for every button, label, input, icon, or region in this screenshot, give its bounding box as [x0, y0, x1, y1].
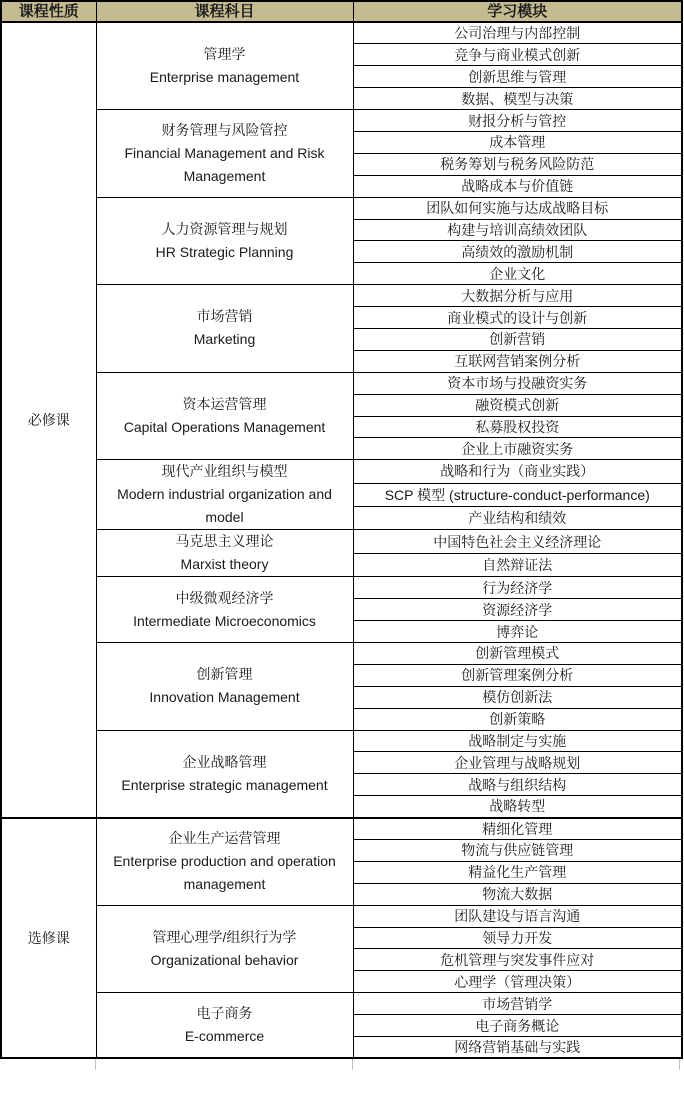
- course-subject-cell: [96, 530, 353, 577]
- bottom-gridline-stubs: [0, 1059, 684, 1071]
- learning-module-cell: 高绩效的激励机制: [353, 241, 682, 263]
- learning-module-cell: 企业文化: [353, 263, 682, 285]
- subject-name-zh: 管理心理学/组织行为学: [152, 928, 297, 945]
- subject-name-en: Intermediate Microeconomics: [133, 612, 316, 629]
- subject-name-en: Marxist theory: [180, 556, 269, 573]
- learning-module-cell: 网络营销基础与实践: [353, 1037, 682, 1059]
- subject-name-zh: 人力资源管理与规划: [161, 220, 288, 237]
- course-subject-cell: [96, 22, 353, 110]
- learning-module-cell: 私募股权投资: [353, 416, 682, 438]
- subject-name-en: Enterprise strategic management: [121, 776, 328, 793]
- course-nature-cell: 选修课: [1, 818, 96, 1059]
- learning-module-cell: 精细化管理: [353, 818, 682, 840]
- subject-name-en: Financial Management and Risk Management: [124, 144, 325, 184]
- gridline-stub: [95, 1059, 96, 1070]
- course-subject-cell: [96, 285, 353, 373]
- learning-module-cell: 资本市场与投融资实务: [353, 372, 682, 394]
- subject-name-zh: 企业战略管理: [182, 753, 267, 770]
- learning-module-cell: 创新策略: [353, 708, 682, 730]
- learning-module-cell: 创新管理案例分析: [353, 664, 682, 686]
- subject-name-en: E-commerce: [184, 1028, 265, 1045]
- table-row: [1, 642, 682, 664]
- subject-name-en: Enterprise production and operation management: [113, 853, 336, 893]
- learning-module-cell: 构建与培训高绩效团队: [353, 219, 682, 241]
- learning-module-cell: 商业模式的设计与创新: [353, 307, 682, 329]
- table-row: [1, 577, 682, 599]
- subject-name-zh: 资本运营管理: [182, 396, 267, 413]
- learning-module-cell: 精益化生产管理: [353, 861, 682, 883]
- course-nature-cell: 必修课: [1, 22, 96, 818]
- learning-module-cell: 竞争与商业模式创新: [353, 44, 682, 66]
- learning-module-cell: 战略和行为（商业实践）: [353, 460, 682, 483]
- subject-name-zh: 马克思主义理论: [175, 533, 274, 550]
- course-subject-cell: [96, 642, 353, 730]
- column-header-course-nature: 课程性质: [1, 1, 96, 22]
- table-row: [1, 372, 682, 394]
- learning-module-cell: 团队如何实施与达成战略目标: [353, 197, 682, 219]
- gridline-stub: [679, 1059, 680, 1070]
- learning-module-cell: 电子商务概论: [353, 1015, 682, 1037]
- learning-module-cell: 企业管理与战略规划: [353, 752, 682, 774]
- table-row: [1, 22, 682, 44]
- subject-name-zh: 创新管理: [196, 666, 253, 683]
- table-row: [1, 818, 682, 840]
- subject-name-zh: 现代产业组织与模型: [161, 463, 288, 480]
- learning-module-cell: 战略成本与价值链: [353, 175, 682, 197]
- table-row: [1, 905, 682, 927]
- course-subject-cell: [96, 993, 353, 1059]
- learning-module-cell: 税务筹划与税务风险防范: [353, 153, 682, 175]
- table-body: [1, 22, 682, 1058]
- column-header-learning-module: 学习模块: [353, 1, 682, 22]
- learning-module-cell: 危机管理与突发事件应对: [353, 949, 682, 971]
- learning-module-cell: 中国特色社会主义经济理论: [353, 530, 682, 554]
- learning-module-cell: 行为经济学: [353, 577, 682, 599]
- course-subject-cell: [96, 730, 353, 818]
- subject-name-en: Marketing: [193, 331, 256, 348]
- subject-name-en: Modern industrial organization and model: [117, 486, 332, 526]
- subject-name-en: HR Strategic Planning: [155, 243, 294, 260]
- table-row: [1, 460, 682, 483]
- subject-name-en: Capital Operations Management: [123, 419, 326, 436]
- learning-module-cell: 战略制定与实施: [353, 730, 682, 752]
- course-subject-cell: [96, 197, 353, 285]
- subject-name-zh: 企业生产运营管理: [168, 830, 281, 847]
- learning-module-cell: 博弈论: [353, 621, 682, 643]
- table-row: [1, 530, 682, 554]
- learning-module-cell: 产业结构和绩效: [353, 506, 682, 529]
- subject-name-zh: 管理学: [203, 46, 246, 63]
- table-row: [1, 993, 682, 1015]
- learning-module-cell: 创新管理模式: [353, 642, 682, 664]
- learning-module-cell: 心理学（管理决策）: [353, 971, 682, 993]
- learning-module-cell: 战略转型: [353, 796, 682, 818]
- table-row: [1, 730, 682, 752]
- learning-module-cell: 创新营销: [353, 328, 682, 350]
- learning-module-cell: 创新思维与管理: [353, 66, 682, 88]
- learning-module-cell: 模仿创新法: [353, 686, 682, 708]
- course-subject-cell: [96, 372, 353, 460]
- course-subject-cell: [96, 818, 353, 906]
- table-row: [1, 197, 682, 219]
- learning-module-cell: 成本管理: [353, 131, 682, 153]
- learning-module-cell: 市场营销学: [353, 993, 682, 1015]
- learning-module-cell: 大数据分析与应用: [353, 285, 682, 307]
- subject-name-zh: 市场营销: [196, 308, 253, 325]
- column-header-course-subject: 课程科目: [96, 1, 353, 22]
- gridline-stub: [352, 1059, 353, 1070]
- learning-module-cell: 资源经济学: [353, 599, 682, 621]
- learning-module-cell: 互联网营销案例分析: [353, 350, 682, 372]
- learning-module-cell: 物流大数据: [353, 883, 682, 905]
- subject-name-zh: 财务管理与风险管控: [161, 121, 288, 138]
- subject-name-en: Innovation Management: [149, 689, 300, 706]
- learning-module-cell: 融资模式创新: [353, 394, 682, 416]
- learning-module-cell: 企业上市融资实务: [353, 438, 682, 460]
- learning-module-cell: 自然辩证法: [353, 553, 682, 577]
- learning-module-cell: 团队建设与语言沟通: [353, 905, 682, 927]
- learning-module-cell: 财报分析与管控: [353, 110, 682, 132]
- subject-name-zh: 电子商务: [196, 1005, 253, 1022]
- course-subject-cell: [96, 905, 353, 993]
- subject-name-en: Organizational behavior: [150, 951, 299, 968]
- table-row: [1, 285, 682, 307]
- learning-module-cell: 公司治理与内部控制: [353, 22, 682, 44]
- course-subject-cell: [96, 577, 353, 643]
- course-subject-cell: [96, 460, 353, 530]
- learning-module-cell: 物流与供应链管理: [353, 840, 682, 862]
- subject-name-zh: 中级微观经济学: [175, 589, 274, 606]
- table-header-row: [1, 1, 682, 22]
- subject-name-en: Enterprise management: [149, 69, 300, 86]
- learning-module-cell: 数据、模型与决策: [353, 88, 682, 110]
- learning-module-cell: 战略与组织结构: [353, 774, 682, 796]
- learning-module-cell: SCP 模型 (structure-conduct-performance): [353, 483, 682, 506]
- learning-module-cell: 领导力开发: [353, 927, 682, 949]
- table-row: [1, 110, 682, 132]
- course-subject-cell: [96, 110, 353, 198]
